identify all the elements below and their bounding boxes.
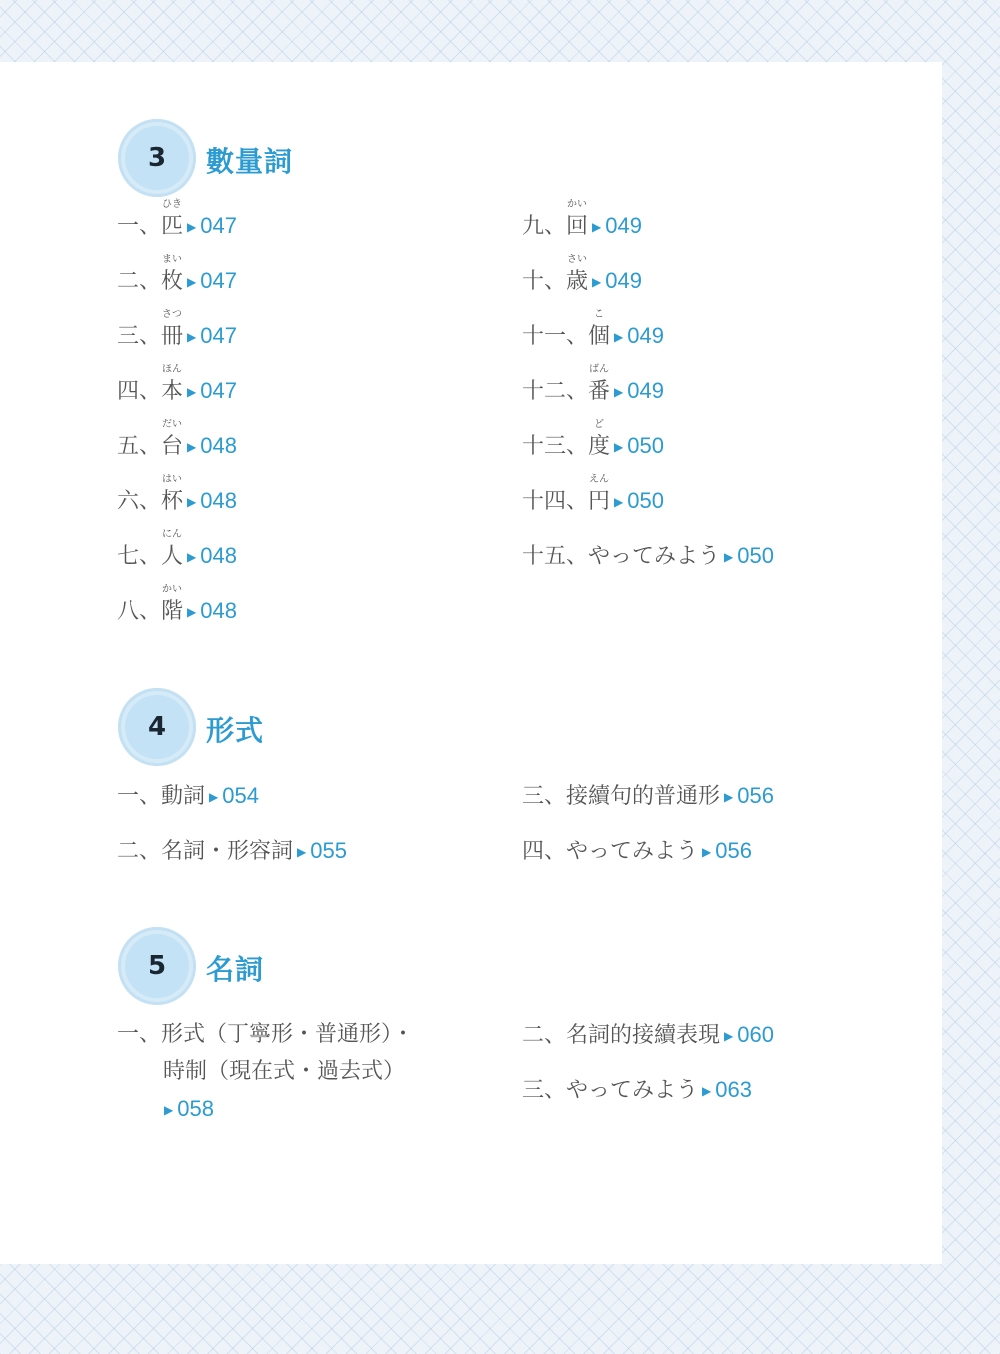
entry-line-2: 時制（現在式・過去式） [163,1059,406,1084]
entry-ruby: ひき [162,199,183,210]
toc-entry[interactable] [117,782,259,811]
entry-prefix: 十二、 [522,379,589,404]
entry-ruby: まい [162,254,183,265]
toc-entry[interactable] [117,529,237,571]
arrow-icon: ▶ [724,790,734,804]
entry-line-1: 一、形式（丁寧形・普通形）・ [117,1022,415,1047]
page-number: 049 [627,323,664,348]
arrow-icon: ▶ [187,330,197,344]
page-number: 049 [605,268,642,293]
entry-prefix: 十三、 [522,434,589,459]
page-number: 060 [737,1022,774,1047]
toc-entry[interactable] [522,309,664,351]
arrow-icon: ▶ [592,275,602,289]
toc-entry[interactable] [522,364,664,406]
entry-prefix: 四、 [117,379,162,404]
toc-entry[interactable] [522,199,642,241]
toc-entry[interactable] [522,474,664,516]
entry-ruby: かい [162,584,183,595]
page-number: 050 [627,488,664,513]
arrow-icon: ▶ [702,1084,712,1098]
arrow-icon: ▶ [297,845,307,859]
arrow-icon: ▶ [187,605,197,619]
arrow-icon: ▶ [724,1029,734,1043]
toc-entry[interactable] [522,1076,752,1105]
page-number: 048 [200,433,237,458]
entry-kanji-text: 回 [566,214,589,239]
arrow-icon: ▶ [187,495,197,509]
entry-ruby: かい [567,199,588,210]
entry-kanji [588,309,611,351]
entry-kanji-text: 階 [161,599,184,624]
toc-entry[interactable] [117,584,237,626]
page-number: 049 [605,213,642,238]
page-number: 055 [310,838,347,863]
entry-text: 二、名詞的接續表現 [522,1023,721,1048]
toc-entry[interactable] [522,782,774,811]
page-number: 058 [177,1096,214,1121]
section-title: 形式 [206,714,265,747]
arrow-icon: ▶ [614,495,624,509]
page-number: 049 [627,378,664,403]
entry-prefix: 十四、 [522,489,589,514]
entry-kanji [588,364,611,406]
page-number: 047 [200,323,237,348]
entry-prefix: 十五、 [522,544,589,569]
entry-prefix: 五、 [117,434,162,459]
entry-kanji-text: 度 [588,434,611,459]
page-sheet [0,62,942,1264]
page-number: 047 [200,213,237,238]
entry-kanji [161,199,184,241]
entry-prefix: 十、 [522,269,567,294]
entry-kanji-text: 歳 [566,269,589,294]
entry-kanji-text: 匹 [161,214,184,239]
arrow-icon: ▶ [614,385,624,399]
toc-entry[interactable] [522,1021,774,1050]
section-title: 名詞 [206,953,265,986]
entry-kanji-text: 本 [161,379,184,404]
entry-ruby: こ [594,309,605,320]
entry-page-line [160,1095,214,1124]
entry-ruby: はい [162,474,183,485]
entry-kanji [161,364,184,406]
page-number: 047 [200,268,237,293]
page-number: 047 [200,378,237,403]
entry-kanji [566,199,589,241]
entry-kanji [588,419,611,461]
section-number-badge [118,119,196,197]
page-number: 050 [737,543,774,568]
entry-prefix: 十一、 [522,324,589,349]
entry-text: 三、接續句的普通形 [522,784,721,809]
page-number: 050 [627,433,664,458]
entry-ruby: さい [567,254,588,265]
page-number: 054 [222,783,259,808]
page-number: 063 [715,1077,752,1102]
arrow-icon: ▶ [164,1103,174,1117]
entry-ruby: だい [162,419,183,430]
page-number: 056 [715,838,752,863]
entry-prefix: 九、 [522,214,567,239]
entry-kanji [566,254,589,296]
entry-ruby: えん [589,474,610,485]
page-number: 056 [737,783,774,808]
entry-kanji [161,474,184,516]
entry-kanji-text: やってみよう [588,544,721,569]
arrow-icon: ▶ [724,550,734,564]
arrow-icon: ▶ [187,440,197,454]
toc-entry[interactable] [522,542,774,571]
arrow-icon: ▶ [187,220,197,234]
toc-entry[interactable] [117,199,237,241]
entry-text: 一、動詞 [117,784,206,809]
arrow-icon: ▶ [614,440,624,454]
page-number: 048 [200,488,237,513]
entry-prefix: 二、 [117,269,162,294]
arrow-icon: ▶ [209,790,219,804]
toc-entry[interactable] [117,254,237,296]
section-number: 3 [125,126,189,190]
entry-kanji [161,309,184,351]
entry-text: 三、やってみよう [522,1078,699,1103]
entry-ruby: さつ [162,309,183,320]
section-number-badge [118,927,196,1005]
entry-text: 四、やってみよう [522,839,699,864]
entry-kanji-text: 円 [588,489,611,514]
section-number-badge [118,688,196,766]
arrow-icon: ▶ [187,385,197,399]
entry-kanji-text: 番 [588,379,611,404]
entry-kanji [161,419,184,461]
entry-kanji-text: 個 [588,324,611,349]
arrow-icon: ▶ [614,330,624,344]
entry-kanji-text: 枚 [161,269,184,294]
entry-prefix: 六、 [117,489,162,514]
entry-kanji-text: 冊 [161,324,184,349]
toc-entry[interactable] [117,419,237,461]
entry-kanji [161,529,184,571]
entry-ruby: ほん [162,364,183,375]
entry-ruby: ど [594,419,605,430]
arrow-icon: ▶ [187,550,197,564]
toc-entry[interactable] [522,254,642,296]
section-title: 數量詞 [206,145,294,178]
entry-ruby: にん [162,529,183,540]
entry-prefix: 三、 [117,324,162,349]
arrow-icon: ▶ [702,845,712,859]
entry-kanji [161,254,184,296]
entry-kanji [588,474,611,516]
entry-kanji-text: 人 [161,544,184,569]
page-number: 048 [200,543,237,568]
entry-kanji [588,543,720,571]
entry-prefix: 一、 [117,214,162,239]
entry-prefix: 八、 [117,599,162,624]
toc-entry[interactable] [117,837,347,866]
section-number: 4 [125,695,189,759]
entry-ruby: ばん [589,364,610,375]
page-number: 048 [200,598,237,623]
toc-entry[interactable] [117,364,237,406]
toc-entry[interactable] [522,419,664,461]
toc-entry[interactable] [522,837,752,866]
entry-text: 二、名詞・形容詞 [117,839,294,864]
entry-kanji-text: 台 [161,434,184,459]
section-number: 5 [125,934,189,998]
entry-prefix: 七、 [117,544,162,569]
arrow-icon: ▶ [592,220,602,234]
entry-kanji-text: 杯 [161,489,184,514]
toc-entry[interactable] [117,474,237,516]
toc-entry[interactable] [117,309,237,351]
entry-kanji [161,584,184,626]
arrow-icon: ▶ [187,275,197,289]
